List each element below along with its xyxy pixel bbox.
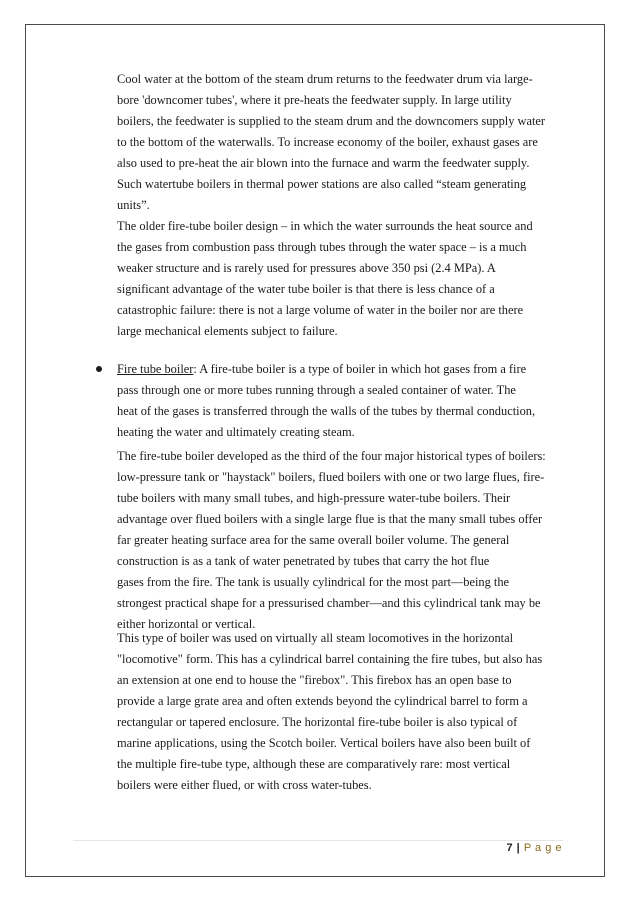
text-line: advantage over flued boilers with a single large flue is that the many small tubes offer (117, 512, 543, 526)
footer-rule (73, 840, 563, 841)
text-line: also used to pre-heat the air blown into the furnace and warm the feedwater supply. (117, 156, 530, 170)
text-line: rectangular or tapered enclosure. The horizontal fire-tube boiler is also typical of (117, 715, 518, 729)
text-line: tube boilers with many small tubes, and high-pressure water-tube boilers. Their (117, 491, 511, 505)
bullet-first-line-rest: : A fire-tube boiler is a type of boiler in which hot gases from a fire (193, 362, 527, 376)
text-line: This type of boiler was used on virtually all steam locomotives in the horizontal (117, 631, 514, 645)
page-label: P a g e (523, 842, 562, 854)
text-line: "locomotive" form. This has a cylindrical barrel containing the fire tubes, but also has (117, 652, 543, 666)
text-line: units”. (117, 198, 150, 212)
text-line: heating the water and ultimately creating steam. (117, 425, 355, 439)
text-line: Such watertube boilers in thermal power stations are also called “steam generating (117, 177, 527, 191)
text-line: strongest practical shape for a pressurised chamber—and this cylindrical tank may be (117, 596, 541, 610)
text-line: significant advantage of the water tube boiler is that there is less chance of a (117, 282, 495, 296)
text-line: weaker structure and is rarely used for pressures above 350 psi (2.4 MPa). A (117, 261, 496, 275)
page-footer (470, 842, 562, 854)
paragraph-locomotive (117, 628, 567, 796)
bullet-first-line (117, 359, 567, 380)
text-line: low-pressure tank or "haystack" boilers, flued boilers with one or two large flues, fire- (117, 470, 545, 484)
footer-separator: | (513, 842, 524, 854)
text-line: Cool water at the bottom of the steam drum returns to the feedwater drum via large- (117, 72, 533, 86)
text-line: catastrophic failure: there is not a large volume of water in the boiler nor are there (117, 303, 524, 317)
text-line: the gases from combustion pass through tubes through the water space – is a much (117, 240, 527, 254)
page-number: 7 (506, 842, 514, 854)
text-line: The older fire-tube boiler design – in which the water surrounds the heat source and (117, 219, 533, 233)
bullet-dot-icon (96, 366, 102, 372)
text-line: provide a large grate area and often extends beyond the cylindrical barrel to form a (117, 694, 528, 708)
paragraph-downcomer (117, 69, 567, 216)
text-line: heat of the gases is transferred through the walls of the tubes by thermal conduction, (117, 404, 536, 418)
text-line: The fire-tube boiler developed as the third of the four major historical types of boilers: (117, 449, 546, 463)
text-line: to the bottom of the waterwalls. To increase economy of the boiler, exhaust gases are (117, 135, 538, 149)
text-line: boilers, the feedwater is supplied to the steam drum and the downcomers supply water (117, 114, 546, 128)
bullet-fire-tube-boiler (117, 359, 567, 443)
paragraph-older-fire-tube (117, 216, 567, 342)
text-line: gases from the fire. The tank is usually cylindrical for the most part—being the (117, 575, 510, 589)
text-line: bore 'downcomer tubes', where it pre-heats the feedwater supply. In large utility (117, 93, 512, 107)
text-line: an extension at one end to house the "firebox". This firebox has an open base to (117, 673, 512, 687)
fire-tube-boiler-term: Fire tube boiler (117, 362, 194, 376)
text-line: marine applications, using the Scotch boiler. Vertical boilers have also been built of (117, 736, 531, 750)
text-line: far greater heating surface area for the same overall boiler volume. The general (117, 533, 510, 547)
text-line: boilers were either flued, or with cross water-tubes. (117, 778, 372, 792)
text-line: either horizontal or vertical. (117, 617, 256, 631)
text-line: the multiple fire-tube type, although these are comparatively rare: most vertical (117, 757, 511, 771)
paragraph-development (117, 446, 567, 635)
text-line: large mechanical elements subject to failure. (117, 324, 338, 338)
text-line: pass through one or more tubes running through a sealed container of water. The (117, 383, 516, 397)
text-line: construction is as a tank of water penetrated by tubes that carry the hot flue (117, 554, 490, 568)
